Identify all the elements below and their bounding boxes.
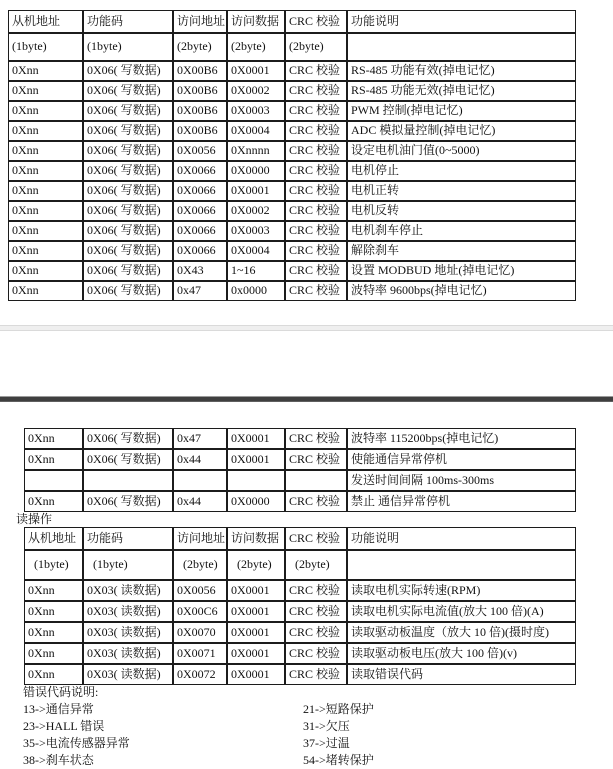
read-operations-table bbox=[24, 527, 576, 685]
table-cell: (2byte) bbox=[285, 33, 347, 61]
table-cell: 读取电机实际转速(RPM) bbox=[347, 580, 576, 601]
table-cell: 0X03( 读数据) bbox=[83, 643, 173, 664]
error-code-item: 38->刹车状态 bbox=[23, 753, 94, 767]
error-codes-title-line bbox=[23, 684, 598, 701]
table-cell: 0Xnn bbox=[8, 121, 83, 141]
table-cell: 0X0001 bbox=[227, 61, 285, 81]
table-cell: CRC 校验 bbox=[285, 121, 347, 141]
table-cell: 0X06( 写数据) bbox=[83, 428, 173, 449]
table-cell: PWM 控制(掉电记忆) bbox=[347, 101, 576, 121]
table-cell: 电机正转 bbox=[347, 181, 576, 201]
table-subheader-row bbox=[24, 550, 576, 580]
table-cell: 0Xnn bbox=[24, 601, 83, 622]
table-cell: 0X0001 bbox=[227, 449, 285, 470]
table-cell: 读取驱动板温度（放大 10 倍)(摄时度) bbox=[347, 622, 576, 643]
table-cell: 0Xnn bbox=[24, 428, 83, 449]
table-cell: 0X0066 bbox=[173, 201, 227, 221]
table-row bbox=[24, 580, 576, 601]
table-cell: (1byte) bbox=[83, 550, 173, 580]
table-cell: 0X0001 bbox=[227, 622, 285, 643]
table-cell: 0X0066 bbox=[173, 181, 227, 201]
table-cell: CRC 校验 bbox=[285, 201, 347, 221]
table-cell: CRC 校验 bbox=[285, 181, 347, 201]
table-cell: 功能码 bbox=[83, 527, 173, 550]
table-cell bbox=[24, 470, 83, 491]
table-cell: 0X03( 读数据) bbox=[83, 601, 173, 622]
table-cell: 电机停止 bbox=[347, 161, 576, 181]
error-codes-title: 错误代码说明: bbox=[23, 685, 99, 699]
table-cell: 0X0001 bbox=[227, 664, 285, 685]
table-cell: 0X0004 bbox=[227, 121, 285, 141]
table-cell: 0Xnn bbox=[24, 449, 83, 470]
table-cell: 0Xnn bbox=[8, 221, 83, 241]
error-code-item: 13->通信异常 bbox=[23, 702, 94, 716]
table-cell: 0X00C6 bbox=[173, 601, 227, 622]
write-operations-table-page2 bbox=[24, 428, 576, 512]
table-cell: (1byte) bbox=[8, 33, 83, 61]
table-cell: 0Xnnnn bbox=[227, 141, 285, 161]
table-cell: 0Xnn bbox=[24, 491, 83, 512]
table-header-row bbox=[24, 527, 576, 550]
table-row bbox=[24, 428, 576, 449]
table-cell: 设定电机油门值(0~5000) bbox=[347, 141, 576, 161]
table-row bbox=[8, 141, 576, 161]
table-cell: 0X0066 bbox=[173, 241, 227, 261]
table-cell: CRC 校验 bbox=[285, 281, 347, 301]
table-cell: 使能通信异常停机 bbox=[347, 449, 576, 470]
table-row bbox=[8, 81, 576, 101]
table-cell: 0Xnn bbox=[24, 643, 83, 664]
table-cell: (2byte) bbox=[227, 550, 285, 580]
table-cell: 0X06( 写数据) bbox=[83, 141, 173, 161]
table-cell: 0X06( 写数据) bbox=[83, 241, 173, 261]
table-cell: 读取电机实际电流值(放大 100 倍)(A) bbox=[347, 601, 576, 622]
table-cell: 0x0000 bbox=[227, 281, 285, 301]
table-cell: CRC 校验 bbox=[285, 527, 347, 550]
table-cell: 访问数据 bbox=[227, 527, 285, 550]
table-row bbox=[8, 241, 576, 261]
table-cell: CRC 校验 bbox=[285, 101, 347, 121]
table-cell: 发送时间间隔 100ms-300ms bbox=[347, 470, 576, 491]
table-cell: CRC 校验 bbox=[285, 10, 347, 33]
table-cell: 0Xnn bbox=[8, 281, 83, 301]
table-cell: (1byte) bbox=[24, 550, 83, 580]
error-code-item: 23->HALL 错误 bbox=[23, 719, 105, 733]
table-cell bbox=[285, 470, 347, 491]
table-cell: 0X0003 bbox=[227, 221, 285, 241]
table-cell: 0Xnn bbox=[8, 201, 83, 221]
table-cell: 0x44 bbox=[173, 491, 227, 512]
table-cell: ADC 模拟量控制(掉电记忆) bbox=[347, 121, 576, 141]
table-cell: CRC 校验 bbox=[285, 664, 347, 685]
table-row bbox=[8, 101, 576, 121]
table-cell: 0X06( 写数据) bbox=[83, 261, 173, 281]
table-cell: 0X0003 bbox=[227, 101, 285, 121]
table-cell: 0Xnn bbox=[24, 664, 83, 685]
table-cell: 0Xnn bbox=[8, 81, 83, 101]
table-cell: CRC 校验 bbox=[285, 580, 347, 601]
error-code-item: 35->电流传感器异常 bbox=[23, 736, 130, 750]
table-cell: 0X0004 bbox=[227, 241, 285, 261]
table-cell: RS-485 功能无效(掉电记忆) bbox=[347, 81, 576, 101]
table-cell: 解除刹车 bbox=[347, 241, 576, 261]
table-cell: 1~16 bbox=[227, 261, 285, 281]
table-cell: (2byte) bbox=[173, 33, 227, 61]
table-cell bbox=[83, 470, 173, 491]
table-cell: 0X0001 bbox=[227, 428, 285, 449]
table-row bbox=[24, 449, 576, 470]
read-operations-section-label: 读操作 bbox=[16, 512, 53, 526]
error-code-line bbox=[23, 752, 598, 769]
table-cell: 0Xnn bbox=[8, 141, 83, 161]
table-cell: CRC 校验 bbox=[285, 643, 347, 664]
error-code-item: 21->短路保护 bbox=[303, 702, 374, 716]
table-row bbox=[8, 61, 576, 81]
table-cell: CRC 校验 bbox=[285, 491, 347, 512]
table-cell: CRC 校验 bbox=[285, 141, 347, 161]
table-cell: 0X03( 读数据) bbox=[83, 664, 173, 685]
table-cell: 0X0002 bbox=[227, 81, 285, 101]
table-row bbox=[8, 201, 576, 221]
table-cell: CRC 校验 bbox=[285, 261, 347, 281]
table-cell: 0X0071 bbox=[173, 643, 227, 664]
table-row bbox=[24, 664, 576, 685]
table-cell: 0X06( 写数据) bbox=[83, 281, 173, 301]
table-cell: CRC 校验 bbox=[285, 241, 347, 261]
table-subheader-row bbox=[8, 33, 576, 61]
table-cell: 0X00B6 bbox=[173, 81, 227, 101]
table-cell: 0X0056 bbox=[173, 580, 227, 601]
table-cell: 0X06( 写数据) bbox=[83, 221, 173, 241]
table-cell: 0X03( 读数据) bbox=[83, 580, 173, 601]
table-cell: 0x44 bbox=[173, 449, 227, 470]
table-cell: 0Xnn bbox=[8, 161, 83, 181]
page-break-band-dark bbox=[0, 396, 613, 402]
table-cell: 0Xnn bbox=[8, 261, 83, 281]
table-cell: 访问地址 bbox=[173, 527, 227, 550]
table-cell: 0X43 bbox=[173, 261, 227, 281]
table-cell: 读取驱动板电压(放大 100 倍)(v) bbox=[347, 643, 576, 664]
table-cell: (2byte) bbox=[285, 550, 347, 580]
table-cell: RS-485 功能有效(掉电记忆) bbox=[347, 61, 576, 81]
error-codes-section bbox=[23, 684, 598, 769]
table-row bbox=[8, 121, 576, 141]
table-row bbox=[8, 161, 576, 181]
table-cell bbox=[173, 470, 227, 491]
table-cell: CRC 校验 bbox=[285, 601, 347, 622]
table-cell: 电机反转 bbox=[347, 201, 576, 221]
table-cell: 0X00B6 bbox=[173, 121, 227, 141]
table-cell: 0X0056 bbox=[173, 141, 227, 161]
table-cell: 0X0000 bbox=[227, 161, 285, 181]
error-code-line bbox=[23, 718, 598, 735]
error-code-item: 31->欠压 bbox=[303, 719, 350, 733]
table-cell: 0X0001 bbox=[227, 181, 285, 201]
page-break-band-light bbox=[0, 325, 613, 331]
error-code-line bbox=[23, 735, 598, 752]
table-row bbox=[8, 261, 576, 281]
table-cell bbox=[347, 33, 576, 61]
write-operations-table-page1 bbox=[8, 10, 576, 301]
table-cell: 0X06( 写数据) bbox=[83, 161, 173, 181]
table-cell: 0Xnn bbox=[24, 622, 83, 643]
table-cell: 0X0066 bbox=[173, 221, 227, 241]
table-cell: 0x47 bbox=[173, 281, 227, 301]
table-cell: 0X06( 写数据) bbox=[83, 491, 173, 512]
error-code-item: 37->过温 bbox=[303, 736, 350, 750]
table-cell: 功能说明 bbox=[347, 10, 576, 33]
table-cell: CRC 校验 bbox=[285, 161, 347, 181]
table-cell: 访问地址 bbox=[173, 10, 227, 33]
error-code-item: 54->堵转保护 bbox=[303, 753, 374, 767]
table-cell: 0Xnn bbox=[24, 580, 83, 601]
error-code-line bbox=[23, 701, 598, 718]
table-cell: 功能说明 bbox=[347, 527, 576, 550]
table-row bbox=[24, 622, 576, 643]
table-cell: 0X06( 写数据) bbox=[83, 181, 173, 201]
table-cell: 0Xnn bbox=[8, 181, 83, 201]
table-cell: CRC 校验 bbox=[285, 449, 347, 470]
table-row bbox=[24, 491, 576, 512]
table-cell: (2byte) bbox=[173, 550, 227, 580]
table-row bbox=[24, 470, 576, 491]
table-cell: CRC 校验 bbox=[285, 622, 347, 643]
table-cell: 0X0001 bbox=[227, 580, 285, 601]
table-cell: (1byte) bbox=[83, 33, 173, 61]
table-cell: 0X0001 bbox=[227, 643, 285, 664]
table-row bbox=[24, 643, 576, 664]
table-cell: 0X00B6 bbox=[173, 61, 227, 81]
table-cell bbox=[347, 550, 576, 580]
table-cell: 0Xnn bbox=[8, 241, 83, 261]
table-cell: 电机刹车停止 bbox=[347, 221, 576, 241]
table-cell: 从机地址 bbox=[24, 527, 83, 550]
table-cell: 0X06( 写数据) bbox=[83, 61, 173, 81]
table-cell: 0X06( 写数据) bbox=[83, 101, 173, 121]
table-cell: 0Xnn bbox=[8, 101, 83, 121]
table-cell: 功能码 bbox=[83, 10, 173, 33]
table-cell: 0X06( 写数据) bbox=[83, 121, 173, 141]
table-cell: 设置 MODBUD 地址(掉电记忆) bbox=[347, 261, 576, 281]
table-row bbox=[8, 181, 576, 201]
table-cell: 禁止 通信异常停机 bbox=[347, 491, 576, 512]
table-cell: 0X0072 bbox=[173, 664, 227, 685]
table-cell: 从机地址 bbox=[8, 10, 83, 33]
table-cell: 0X0001 bbox=[227, 601, 285, 622]
table-cell: (2byte) bbox=[227, 33, 285, 61]
table-cell: 0X06( 写数据) bbox=[83, 201, 173, 221]
table-cell: 访问数据 bbox=[227, 10, 285, 33]
table-cell: 0X0070 bbox=[173, 622, 227, 643]
table-cell: 波特率 9600bps(掉电记忆) bbox=[347, 281, 576, 301]
table-row bbox=[8, 281, 576, 301]
table-cell bbox=[227, 470, 285, 491]
table-cell: 0X06( 写数据) bbox=[83, 81, 173, 101]
table-row bbox=[8, 221, 576, 241]
table-cell: 0X06( 写数据) bbox=[83, 449, 173, 470]
table-cell: 0X0000 bbox=[227, 491, 285, 512]
table-cell: CRC 校验 bbox=[285, 81, 347, 101]
table-cell: 0X03( 读数据) bbox=[83, 622, 173, 643]
table-header-row bbox=[8, 10, 576, 33]
table-row bbox=[24, 601, 576, 622]
table-cell: 0Xnn bbox=[8, 61, 83, 81]
table-cell: CRC 校验 bbox=[285, 61, 347, 81]
table-cell: 0X0066 bbox=[173, 161, 227, 181]
table-cell: 0x47 bbox=[173, 428, 227, 449]
table-cell: CRC 校验 bbox=[285, 428, 347, 449]
table-cell: 读取错误代码 bbox=[347, 664, 576, 685]
table-cell: 0X00B6 bbox=[173, 101, 227, 121]
table-cell: CRC 校验 bbox=[285, 221, 347, 241]
table-cell: 波特率 115200bps(掉电记忆) bbox=[347, 428, 576, 449]
table-cell: 0X0002 bbox=[227, 201, 285, 221]
